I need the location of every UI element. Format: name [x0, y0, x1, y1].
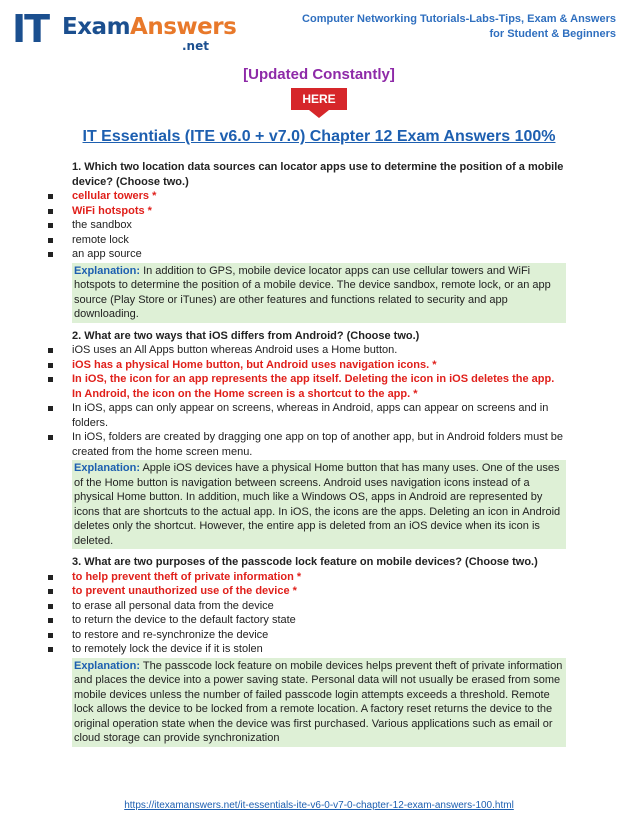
- here-button[interactable]: HERE: [291, 88, 347, 110]
- answer-option: to remotely lock the device if it is stolen: [54, 642, 566, 657]
- footer-url-link[interactable]: https://itexamanswers.net/it-essentials-ite-v6-0-v7-0-chapter-12-exam-answers-100.html: [124, 800, 514, 811]
- answer-option: iOS uses an All Apps button whereas Android uses a Home button.: [54, 343, 566, 358]
- explanation-label: Explanation:: [74, 264, 141, 277]
- site-logo[interactable]: [12, 7, 237, 56]
- answer-option-correct: to prevent unauthorized use of the device *: [54, 584, 566, 599]
- answer-option: an app source: [54, 247, 566, 262]
- logo-brand: ExamAnswers: [62, 14, 237, 40]
- site-tagline: [256, 12, 616, 42]
- answer-option-correct: to help prevent theft of private information *: [54, 570, 566, 585]
- answer-options: [60, 343, 566, 459]
- answer-option-correct: cellular towers *: [54, 189, 566, 204]
- page-title[interactable]: IT Essentials (ITE v6.0 + v7.0) Chapter 12 Exam Answers 100%: [82, 128, 556, 145]
- answer-options: [60, 570, 566, 657]
- explanation-text: In addition to GPS, mobile device locator apps can use cellular towers and WiFi hotspots to determine the position of a mobile device. The device sandbox, remote lock, or an app source (Play Store or iTunes) are other features and functions related to security and app downloading.: [74, 264, 551, 320]
- answer-options: [60, 189, 566, 262]
- explanation-box: [72, 658, 566, 747]
- answer-option-correct: In iOS, the icon for an app represents the app itself. Deleting the icon in iOS deletes the app. In Android, the icon on the Home screen is a shortcut to the app. *: [54, 372, 566, 401]
- explanation-text: Apple iOS devices have a physical Home button that has many uses. One of the uses of the Home button is navigation between screens. Android uses navigation icons instead of a physical Home button. In addition, much like a Windows OS, apps in Android are represented by icons that are shortcuts to the actual app. In iOS, the icons are the apps. Deleting an icon in Android deletes only the shortcut. However, the entire app is deleted from an iOS device when its icon is deleted.: [74, 462, 561, 547]
- answer-option: to restore and re-synchronize the device: [54, 628, 566, 643]
- logo-net: .net: [182, 39, 209, 53]
- answer-option-correct: WiFi hotspots *: [54, 204, 566, 219]
- question-text: 3. What are two purposes of the passcode lock feature on mobile devices? (Choose two.): [72, 556, 538, 568]
- updated-banner[interactable]: [Updated Constantly]: [243, 66, 395, 83]
- question-text: 1. Which two location data sources can locator apps use to determine the position of a mobile device? (Choose two.): [72, 161, 564, 188]
- questions-list: [60, 160, 566, 753]
- answer-option: the sandbox: [54, 218, 566, 233]
- answer-option: to erase all personal data from the device: [54, 599, 566, 614]
- explanation-box: [72, 460, 566, 549]
- explanation-box: [72, 263, 566, 323]
- answer-option: to return the device to the default factory state: [54, 613, 566, 628]
- explanation-label: Explanation:: [74, 462, 141, 474]
- logo-it-mark: IT: [12, 7, 49, 51]
- explanation-label: Explanation:: [74, 659, 141, 672]
- explanation-text: The passcode lock feature on mobile devices helps prevent theft of private information and places the device into a power saving state. Personal data will not usually be erased from some mobile devices unless the number of failed passcode login attempts exceeds a threshold. Remote lock allows the device to be locked from a remote location. A factory reset returns the device to the original operation state when the device was first purchased. Various applications such as email or cloud storage can provide synchronization: [74, 659, 563, 744]
- answer-option-correct: iOS has a physical Home button, but Android uses navigation icons. *: [54, 358, 566, 373]
- answer-option: In iOS, folders are created by dragging one app on top of another app, but in Android folders must be created from the home screen menu.: [54, 430, 566, 459]
- tagline-line-1: Computer Networking Tutorials-Labs-Tips, Exam & Answers: [302, 13, 616, 25]
- tagline-line-2: for Student & Beginners: [489, 28, 616, 40]
- answer-option: In iOS, apps can only appear on screens, whereas in Android, apps can appear on screens and in folders.: [54, 401, 566, 430]
- answer-option: remote lock: [54, 233, 566, 248]
- question-text: 2. What are two ways that iOS differs from Android? (Choose two.): [72, 329, 420, 342]
